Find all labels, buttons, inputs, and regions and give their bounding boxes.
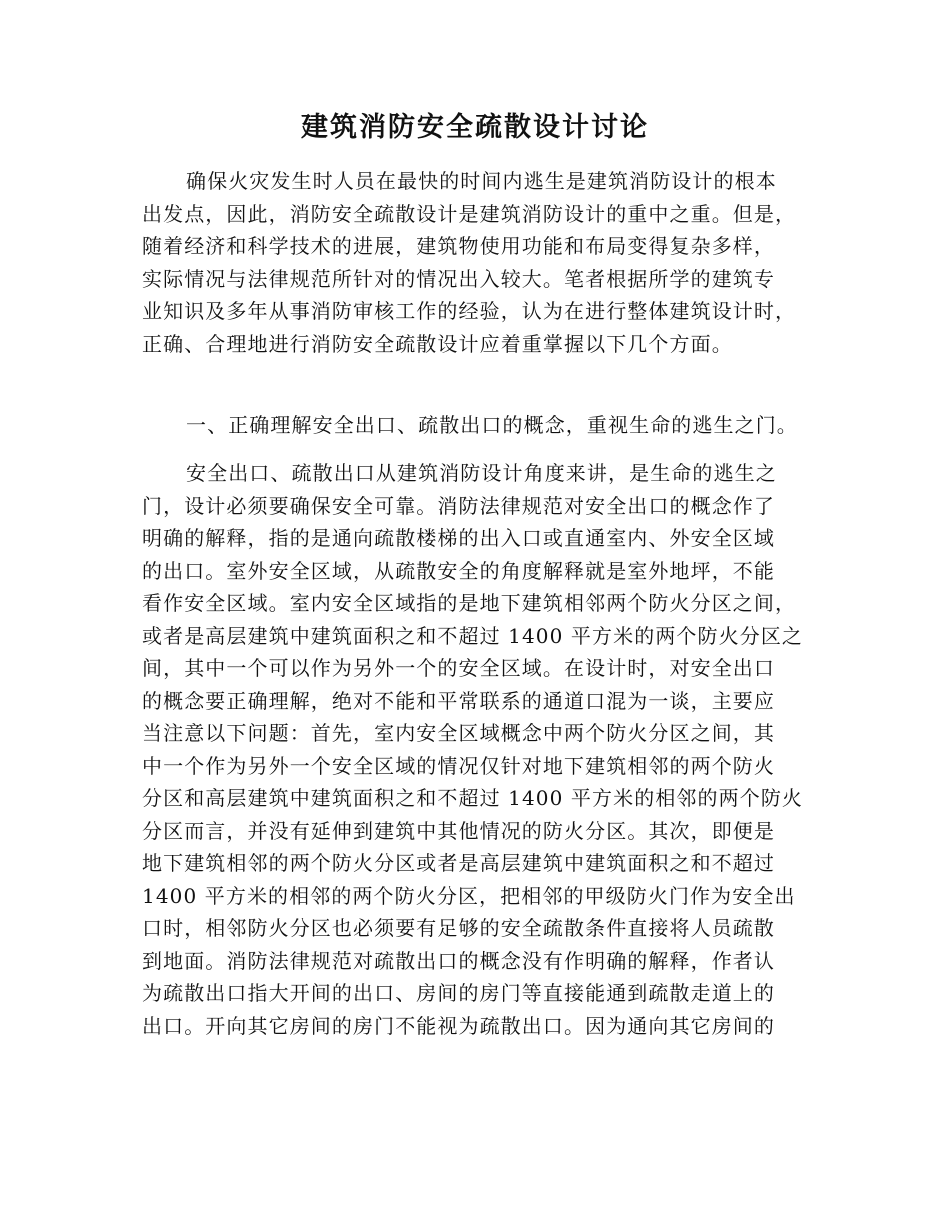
- text-line: 出口。开向其它房间的房门不能视为疏散出口。因为通向其它房间的: [142, 1013, 775, 1038]
- text-line: 口时，相邻防火分区也必须要有足够的安全疏散条件直接将人员疏散: [142, 916, 775, 940]
- text-line: 的出口。室外安全区域，从疏散安全的角度解释就是室外地坪，不能: [142, 558, 775, 583]
- text-line: 业知识及多年从事消防审核工作的经验，认为在进行整体建筑设计时，: [142, 299, 797, 323]
- paragraph-intro: [142, 165, 814, 360]
- text-line: 分区而言，并没有延伸到建筑中其他情况的防火分区。其次，即便是: [142, 818, 775, 843]
- text-line: 到地面。消防法律规范对疏散出口的概念没有作明确的解释，作者认: [142, 948, 775, 973]
- document-title: 建筑消防安全疏散设计讨论: [301, 112, 649, 143]
- text-line: 出发点，因此，消防安全疏散设计是建筑消防设计的重中之重。但是，: [142, 201, 797, 226]
- text-line: 确保火灾发生时人员在最快的时间内逃生是建筑消防设计的根本: [186, 169, 777, 193]
- section-heading: [142, 409, 814, 442]
- paragraph-body: [142, 457, 814, 1042]
- text-line: 为疏散出口指大开间的出口、房间的房门等直接能通到疏散走道上的: [142, 981, 775, 1005]
- text-line: 正确、合理地进行消防安全疏散设计应着重掌握以下几个方面。: [142, 331, 733, 356]
- text-line: 间，其中一个可以作为另外一个的安全区域。在设计时，对安全出口: [142, 656, 775, 680]
- text-line: 一、正确理解安全出口、疏散出口的概念，重视生命的逃生之门。: [186, 413, 798, 437]
- text-line: 或者是高层建筑中建筑面积之和不超过 1400 平方米的两个防火分区之: [142, 623, 804, 648]
- text-line: 的概念要正确理解，绝对不能和平常联系的通道口混为一谈，主要应: [142, 688, 775, 713]
- text-line: 看作安全区域。室内安全区域指的是地下建筑相邻两个防火分区之间，: [142, 591, 797, 615]
- text-line: 地下建筑相邻的两个防火分区或者是高层建筑中建筑面积之和不超过: [142, 851, 775, 875]
- text-line: 门，设计必须要确保安全可靠。消防法律规范对安全出口的概念作了: [142, 493, 775, 518]
- text-line: 分区和高层建筑中建筑面积之和不超过 1400 平方米的相邻的两个防火: [142, 786, 804, 810]
- text-line: 明确的解释，指的是通向疏散楼梯的出入口或直通室内、外安全区域: [142, 526, 775, 550]
- text-line: 随着经济和科学技术的进展，建筑物使用功能和布局变得复杂多样，: [142, 234, 775, 258]
- text-line: 1400 平方米的相邻的两个防火分区，把相邻的甲级防火门作为安全出: [142, 883, 796, 908]
- text-line: 安全出口、疏散出口从建筑消防设计角度来讲，是生命的逃生之: [186, 461, 777, 485]
- text-line: 当注意以下问题：首先，室内安全区域概念中两个防火分区之间，其: [142, 721, 775, 745]
- text-line: 实际情况与法律规范所针对的情况出入较大。笔者根据所学的建筑专: [142, 266, 775, 291]
- text-line: 中一个作为另外一个安全区域的情况仅针对地下建筑相邻的两个防火: [142, 753, 775, 778]
